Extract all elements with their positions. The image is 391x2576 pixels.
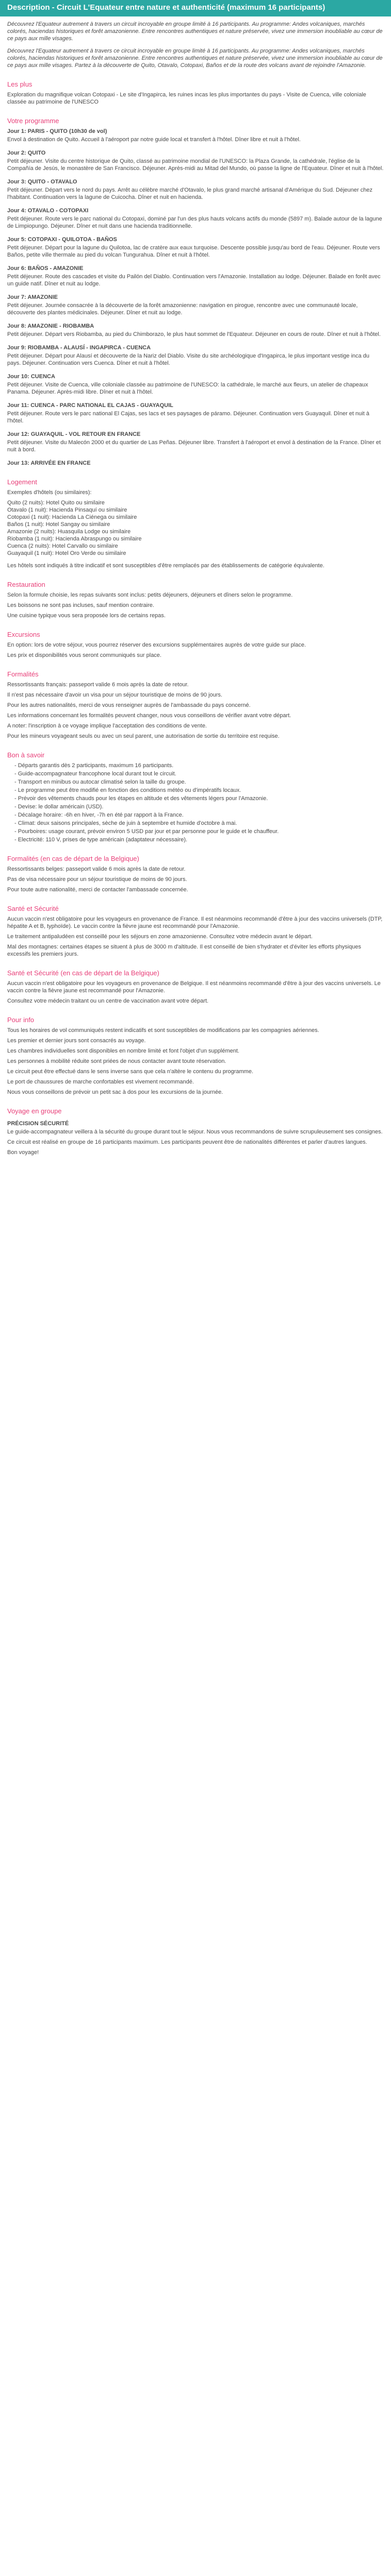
list-item: - Electricité: 110 V, prises de type américain (adaptateur nécessaire). [14, 836, 384, 843]
section-title-bonavoir: Bon à savoir [7, 751, 45, 759]
sante2-text: Consultez votre médecin traitant ou un centre de vaccination avant votre départ. [7, 998, 209, 1004]
day-text: Petit déjeuner. Route vers le parc national du Cotopaxi, dominé par l'un des plus hauts volcans actifs du monde (5897 m). Balade autour de la lagune de Limpiopungo. Déjeuner. Dîner et nuit dans une hacienda traditionnelle. [7, 216, 382, 229]
itinerary [7, 128, 384, 467]
hotel-item [7, 528, 384, 535]
day-item [7, 149, 384, 172]
main-content [0, 16, 391, 1170]
list-item: - Climat: deux saisons principales, sèche de juin à septembre et humide d'octobre à mai. [14, 820, 384, 827]
formalites-text: Pour les autres nationalités, merci de vous renseigner auprès de l'ambassade du pays concerné. [7, 702, 251, 708]
formalites-text: Il n'est pas nécessaire d'avoir un visa pour un séjour touristique de moins de 90 jours. [7, 692, 222, 698]
list-item: - Départs garantis dès 2 participants, maximum 16 participants. [14, 762, 384, 769]
section-title-pourinfo: Pour info [7, 1016, 35, 1024]
day-item [7, 323, 384, 338]
pourinfo-text: Les premier et dernier jours sont consacrés au voyage. [7, 1038, 146, 1044]
hotel-label: Guayaquil (1 nuit): [7, 550, 54, 556]
hotel-list [7, 499, 384, 557]
restauration-text: Selon la formule choisie, les repas suivants sont inclus: petits déjeuners, déjeuners et dîners selon le programme. [7, 592, 293, 598]
section-title-lespus: Les plus [7, 80, 32, 88]
pourinfo-text: Le port de chaussures de marche confortables est vivement recommandé. [7, 1079, 194, 1085]
hotel-name: Hotel Oro Verde ou similaire [55, 550, 126, 556]
sante2-text: Aucun vaccin n'est obligatoire pour les voyageurs en provenance de Belgique. Il est néanmoins recommandé d'être à jour des vaccins universels. Le vaccin contre la fièvre jaune est recommandé pour l'Amazonie. [7, 980, 381, 994]
list-item: - Prévoir des vêtements chauds pour les étapes en altitude et des vêtements légers pour l'Amazonie. [14, 795, 384, 802]
hotel-label: Quito (2 nuits): [7, 500, 45, 506]
day-text: Petit déjeuner. Visite du Malecón 2000 et du quartier de Las Peñas. Déjeuner libre. Transfert à l'aéroport et envol à destination de la France. Dîner et nuit à bord. [7, 439, 381, 453]
day-title: Jour 7: AMAZONIE [7, 294, 58, 300]
logement-note: Les hôtels sont indiqués à titre indicatif et sont susceptibles d'être remplacés par des établissements de catégorie équivalente. [7, 563, 324, 569]
day-title: Jour 2: QUITO [7, 150, 46, 156]
day-title: Jour 12: GUAYAQUIL - VOL RETOUR EN FRANCE [7, 431, 141, 437]
section-title-logement: Logement [7, 478, 37, 486]
list-item: - Pourboires: usage courant, prévoir environ 5 USD par jour et par personne pour le guide et le chauffeur. [14, 828, 384, 835]
section-title-formalites-belgique: Formalités (en cas de départ de la Belgique) [7, 855, 139, 862]
hotel-name: Hotel Carvallo ou similaire [52, 543, 118, 549]
sante-text: Aucun vaccin n'est obligatoire pour les voyageurs en provenance de France. Il est néanmoins recommandé d'être à jour des vaccins universels (DTP, hépatite A et B, typhoïde). Le vaccin contre la fièvre jaune est recommandé pour l'Amazonie. [7, 916, 383, 929]
list-item: - Le programme peut être modifié en fonction des conditions météo ou d'impératifs locaux. [14, 787, 384, 794]
list-item: - Devise: le dollar américain (USD). [14, 803, 384, 810]
day-item [7, 431, 384, 453]
day-text: Petit déjeuner. Départ pour Alausí et découverte de la Nariz del Diablo. Visite du site archéologique d'Ingapirca, le plus important vestige inca du pays. Déjeuner. Continuation vers Cuenca. Dîner et nuit à l'hôtel. [7, 353, 370, 366]
day-title: Jour 6: BAÑOS - AMAZONIE [7, 265, 84, 272]
formalites-text: A noter: l'inscription à ce voyage implique l'acceptation des conditions de vente. [7, 723, 207, 729]
formalites-text: Les informations concernant les formalités peuvent changer, nous vous conseillons de vérifier avant votre départ. [7, 713, 291, 719]
hotel-name: Huasquila Lodge ou similaire [57, 529, 131, 535]
day-text: Petit déjeuner. Visite de Cuenca, ville coloniale classée au patrimoine de l'UNESCO: la cathédrale, le marché aux fleurs, un atelier de chapeaux Panama. Déjeuner. Après-midi libre. Dîner et nuit à l'hôtel. [7, 382, 368, 395]
voyage-subtitle: PRÉCISION SÉCURITÉ [7, 1121, 69, 1127]
section-title-restauration: Restauration [7, 581, 45, 588]
hotel-item [7, 550, 384, 557]
section-title-programme: Votre programme [7, 117, 59, 125]
hotel-label: Otavalo (1 nuit): [7, 507, 48, 513]
hotel-item [7, 521, 384, 528]
list-item: - Guide-accompagnateur francophone local durant tout le circuit. [14, 770, 384, 777]
page-banner [0, 0, 391, 16]
pourinfo-text: Tous les horaires de vol communiqués restent indicatifs et sont susceptibles de modifications par les compagnies aériennes. [7, 1027, 319, 1033]
intro-paragraph: Découvrez l'Equateur autrement à travers un circuit incroyable en groupe limité à 16 participants. Au programme: Andes volcaniques, marchés colorés, haciendas historiques et forêt amazonienne. Entre rencontres authentiques et nature préservée, vivez une immersion inoubliable au cœur de ce pays aux mille visages. [7, 21, 383, 42]
day-item [7, 265, 384, 287]
excursions-text: Les prix et disponibilités vous seront communiqués sur place. [7, 652, 161, 658]
day-item [7, 373, 384, 396]
day-text: Petit déjeuner. Visite du centre historique de Quito, classé au patrimoine mondial de l'UNESCO: la Plaza Grande, la cathédrale, l'église de la Compañía de Jesús, le monastère de San Francisco. Déjeuner. Après-midi au Mitad del Mundo, où passe la ligne de l'Equateur. Dîner et nuit à l'hôtel. [7, 158, 384, 172]
formalites2-text: Pas de visa nécessaire pour un séjour touristique de moins de 90 jours. [7, 876, 187, 883]
page-title: Description - Circuit L'Equateur entre nature et authenticité (maximum 16 participants) [7, 3, 325, 12]
formalites2-text: Ressortissants belges: passeport valide 6 mois après la date de retour. [7, 866, 186, 872]
day-title: Jour 8: AMAZONIE - RIOBAMBA [7, 323, 94, 329]
formalites-text: Ressortissants français: passeport valide 6 mois après la date de retour. [7, 682, 189, 688]
formalites2-text: Pour toute autre nationalité, merci de contacter l'ambassade concernée. [7, 887, 188, 893]
hotel-name: Hotel Sangay ou similaire [45, 521, 110, 528]
hotel-item [7, 514, 384, 521]
section-title-voyage: Voyage en groupe [7, 1107, 62, 1115]
restauration-text: Une cuisine typique vous sera proposée lors de certains repas. [7, 613, 166, 619]
sante-text: Le traitement antipaludéen est conseillé pour les séjours en zone amazonienne. Consultez votre médecin avant le départ. [7, 934, 313, 940]
hotel-label: Cuenca (2 nuits): [7, 543, 51, 549]
day-text: Petit déjeuner. Départ pour la lagune du Quilotoa, lac de cratère aux eaux turquoise. Descente possible jusqu'au bord de l'eau. Déjeuner. Route vers Baños, petite ville thermale au pied du volcan Tungurahua. Dîner et nuit à l'hôtel. [7, 245, 380, 258]
hotel-name: Hotel Quito ou similaire [46, 500, 105, 506]
day-title: Jour 1: PARIS - QUITO (10h30 de vol) [7, 128, 107, 134]
day-text: Petit déjeuner. Journée consacrée à la découverte de la forêt amazonienne: navigation en pirogue, rencontre avec une communauté locale, découverte des plantes médicinales. Déjeuner. Dîner et nuit au lodge. [7, 302, 358, 316]
section-title-sante: Santé et Sécurité [7, 905, 59, 912]
day-text: Petit déjeuner. Route des cascades et visite du Pailón del Diablo. Continuation vers l'Amazonie. Installation au lodge. Déjeuner. Balade en forêt avec un guide natif. Dîner et nuit au lodge. [7, 274, 381, 287]
restauration-text: Les boissons ne sont pas incluses, sauf mention contraire. [7, 602, 154, 608]
excursions-text: En option: lors de votre séjour, vous pourrez réserver des excursions supplémentaires auprès de votre guide sur place. [7, 642, 306, 648]
hotel-label: Amazonie (2 nuits): [7, 529, 56, 535]
day-item [7, 178, 384, 201]
hotel-item [7, 535, 384, 543]
day-text: Petit déjeuner. Départ vers Riobamba, au pied du Chimborazo, le plus haut sommet de l'Equateur. Déjeuner en cours de route. Dîner et nuit à l'hôtel. [7, 331, 381, 337]
voyage-text: Bon voyage! [7, 1149, 39, 1156]
day-title: Jour 11: CUENCA - PARC NATIONAL EL CAJAS - GUAYAQUIL [7, 402, 173, 409]
intro-paragraph: Découvrez l'Equateur autrement à travers ce circuit incroyable en groupe limité à 16 participants. Au programme: Andes volcaniques, marchés colorés, haciendas historiques et forêt amazonienne. Entre rencontres authentiques et nature préservée, vivez une immersion inoubliable au cœur de ce pays aux mille visages. Partez à la découverte de Quito, Otavalo, Cotopaxi, Baños et de la route des volcans avant de rejoindre l'Amazonie. [7, 48, 383, 69]
day-title: Jour 5: COTOPAXI - QUILOTOA - BAÑOS [7, 236, 117, 243]
day-item [7, 402, 384, 425]
formalites-text: Pour les mineurs voyageant seuls ou avec un seul parent, une autorisation de sortie du territoire est requise. [7, 733, 280, 739]
hotel-label: Riobamba (1 nuit): [7, 536, 54, 542]
voyage-text: Le guide-accompagnateur veillera à la sécurité du groupe durant tout le séjour. Nous vous recommandons de suivre scrupuleusement ses consignes. [7, 1129, 383, 1135]
section-title-sante-belgique: Santé et Sécurité (en cas de départ de la Belgique) [7, 969, 159, 977]
intro [7, 21, 384, 69]
hotel-label: Baños (1 nuit): [7, 521, 44, 528]
day-item [7, 207, 384, 230]
pourinfo-text: Les chambres individuelles sont disponibles en nombre limité et font l'objet d'un supplément. [7, 1048, 239, 1054]
hotel-name: Hacienda Pinsaquí ou similaire [49, 507, 127, 513]
page [0, 0, 391, 1170]
sante-text: Mal des montagnes: certaines étapes se situent à plus de 3000 m d'altitude. Il est conseillé de bien s'hydrater et d'éviter les efforts physiques excessifs les premiers jours. [7, 944, 362, 957]
hotel-name: Hacienda Abraspungo ou similaire [55, 536, 142, 542]
list-item: - Transport en minibus ou autocar climatisé selon la taille du groupe. [14, 778, 384, 786]
day-item [7, 344, 384, 367]
hotel-item [7, 506, 384, 514]
day-item [7, 128, 384, 143]
hotel-name: Hacienda La Ciénega ou similaire [52, 514, 137, 520]
pourinfo-text: Les personnes à mobilité réduite sont priées de nous contacter avant toute réservation. [7, 1058, 226, 1064]
logement-intro: Exemples d'hôtels (ou similaires): [7, 489, 92, 496]
day-title: Jour 13: ARRIVÉE EN FRANCE [7, 460, 91, 466]
day-text: Petit déjeuner. Départ vers le nord du pays. Arrêt au célèbre marché d'Otavalo, le plus grand marché artisanal d'Amérique du Sud. Déjeuner chez l'habitant. Continuation vers la lagune de Cuicocha. Dîner et nuit en hacienda. [7, 187, 372, 200]
pourinfo-text: Le circuit peut être effectué dans le sens inverse sans que cela n'altère le contenu du programme. [7, 1069, 254, 1075]
list-item: - Décalage horaire: -6h en hiver, -7h en été par rapport à la France. [14, 811, 384, 819]
day-text: Petit déjeuner. Route vers le parc national El Cajas, ses lacs et ses paysages de páramo. Déjeuner. Continuation vers Guayaquil. Dîner et nuit à l'hôtel. [7, 411, 369, 424]
day-item [7, 294, 384, 316]
day-title: Jour 3: QUITO - OTAVALO [7, 179, 77, 185]
lespus-text: Exploration du magnifique volcan Cotopaxi - Le site d'Ingapirca, les ruines incas les plus importantes du pays - Visite de Cuenca, ville coloniale classée au patrimoine de l'UNESCO [7, 92, 366, 105]
section-title-formalites: Formalités [7, 670, 39, 678]
day-title: Jour 4: OTAVALO - COTOPAXI [7, 208, 89, 214]
day-title: Jour 9: RIOBAMBA - ALAUSÍ - INGAPIRCA - CUENCA [7, 345, 151, 351]
day-title: Jour 10: CUENCA [7, 374, 55, 380]
section-title-excursions: Excursions [7, 631, 40, 638]
hotel-item [7, 543, 384, 550]
day-item [7, 236, 384, 259]
hotel-item [7, 499, 384, 506]
hotel-label: Cotopaxi (1 nuit): [7, 514, 51, 520]
day-item [7, 460, 384, 467]
bonavoir-list [7, 762, 384, 843]
pourinfo-text: Nous vous conseillons de prévoir un petit sac à dos pour les excursions de la journée. [7, 1089, 223, 1095]
day-text: Envol à destination de Quito. Accueil à l'aéroport par notre guide local et transfert à l'hôtel. Dîner libre et nuit à l'hôtel. [7, 137, 301, 143]
voyage-text: Ce circuit est réalisé en groupe de 16 participants maximum. Les participants peuvent être de nationalités différentes et parler d'autres langues. [7, 1139, 367, 1145]
